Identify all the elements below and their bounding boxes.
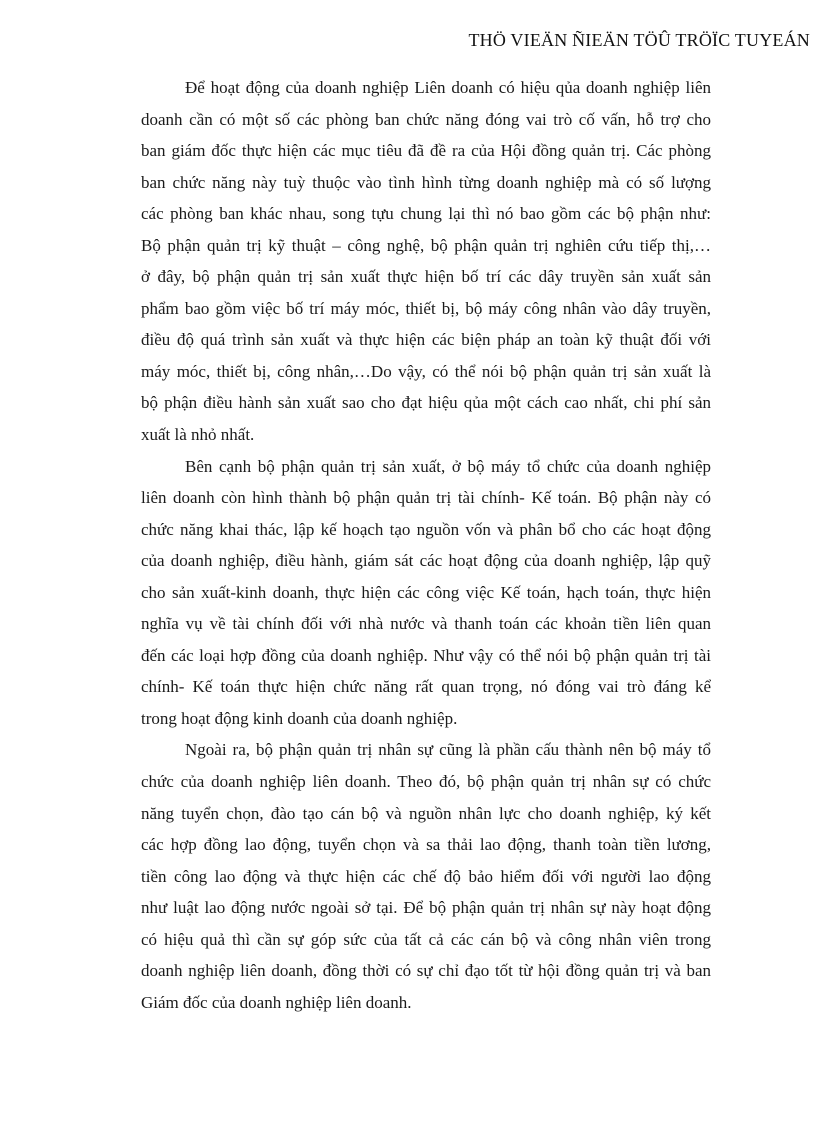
text-line: chính- Kế toán thực hiện chức năng rất quan trọng, nó đóng vai trò đáng kể [141,677,711,697]
paragraph [141,734,711,1018]
document-body [141,72,711,1018]
text-line: Ngoài ra, bộ phận quản trị nhân sự cũng là phần cấu thành nên bộ máy tổ [185,740,711,760]
text-line: chức năng khai thác, lập kế hoạch tạo nguồn vốn và phân bổ cho các hoạt động [141,519,711,539]
page-header-title: THÖ VIEÄN ÑIEÄN TÖÛ TRÖÏC TUYEÁN [468,30,810,50]
text-line: ban giám đốc thực hiện các mục tiêu đã đề ra của Hội đồng quản trị. Các phòng [141,141,711,161]
paragraph [141,451,711,735]
text-line: doanh nghiệp liên doanh, đồng thời có sự chỉ đạo tốt từ hội đồng quản trị và ban [141,961,711,981]
text-line: bộ phận điều hành sản xuất sao cho đạt hiệu qủa một cách cao nhất, chi phí sản [141,393,711,413]
text-line: trong hoạt động kinh doanh của doanh nghiệp. [141,708,458,728]
text-line: nghĩa vụ về tài chính đối với nhà nước và thanh toán các khoản tiền liên quan [141,614,711,634]
text-line: Bên cạnh bộ phận quản trị sản xuất, ở bộ máy tổ chức của doanh nghiệp [185,456,711,476]
text-line: có hiệu quả thì cần sự góp sức của tất cả các cán bộ và công nhân viên trong [141,929,711,949]
text-line: cho sản xuất-kinh doanh, thực hiện các công việc Kế toán, hạch toán, thực hiện [141,582,711,602]
text-line: tiền công lao động và thực hiện các chế độ bảo hiểm đối với người lao động [141,866,711,886]
text-line: phẩm bao gồm việc bố trí máy móc, thiết bị, bộ máy công nhân vào dây truyền, [141,298,711,318]
paragraph [141,72,711,451]
text-line: các hợp đồng lao động, tuyển chọn và sa thải lao động, thanh toàn tiền lương, [141,835,711,855]
text-line: Để hoạt động của doanh nghiệp Liên doanh có hiệu qủa doanh nghiệp liên [185,78,711,97]
text-line: doanh cần có một số các phòng ban chức năng đóng vai trò cố vấn, hỗ trợ cho [141,109,711,129]
text-line: như luật lao động nước ngoài sở tại. Để bộ phận quản trị nhân sự này hoạt động [141,898,711,918]
text-line: ở đây, bộ phận quản trị sản xuất thực hiện bố trí các dây truyền sản xuất sản [141,267,711,287]
text-line: của doanh nghiệp, điều hành, giám sát các hoạt động của doanh nghiệp, lập quỹ [141,551,711,571]
text-line: Giám đốc của doanh nghiệp liên doanh. [141,992,412,1012]
text-line: Bộ phận quản trị kỹ thuật – công nghệ, bộ phận quản trị nghiên cứu tiếp thị,… [141,235,711,255]
text-line: các phòng ban khác nhau, song tựu chung lại thì nó bao gồm các bộ phận như: [141,204,711,224]
text-line: xuất là nhỏ nhất. [141,425,255,445]
text-line: đến các loại hợp đồng của doanh nghiệp. Như vậy có thể nói bộ phận quản trị tài [141,645,711,665]
text-line: năng tuyển chọn, đào tạo cán bộ và nguồn nhân lực cho doanh nghiệp, ký kết [141,803,711,823]
text-line: máy móc, thiết bị, công nhân,…Do vậy, có thể nói bộ phận quản trị sản xuất là [141,361,711,381]
text-line: chức của doanh nghiệp liên doanh. Theo đó, bộ phận quản trị nhân sự có chức [141,772,711,792]
text-line: điều độ quá trình sản xuất và thực hiện các biện pháp an toàn kỹ thuật đối với [141,330,711,350]
text-line: ban chức năng này tuỳ thuộc vào tình hình từng doanh nghiệp mà có số lượng [141,172,711,192]
text-line: liên doanh còn hình thành bộ phận quản trị tài chính- Kế toán. Bộ phận này có [141,488,711,508]
